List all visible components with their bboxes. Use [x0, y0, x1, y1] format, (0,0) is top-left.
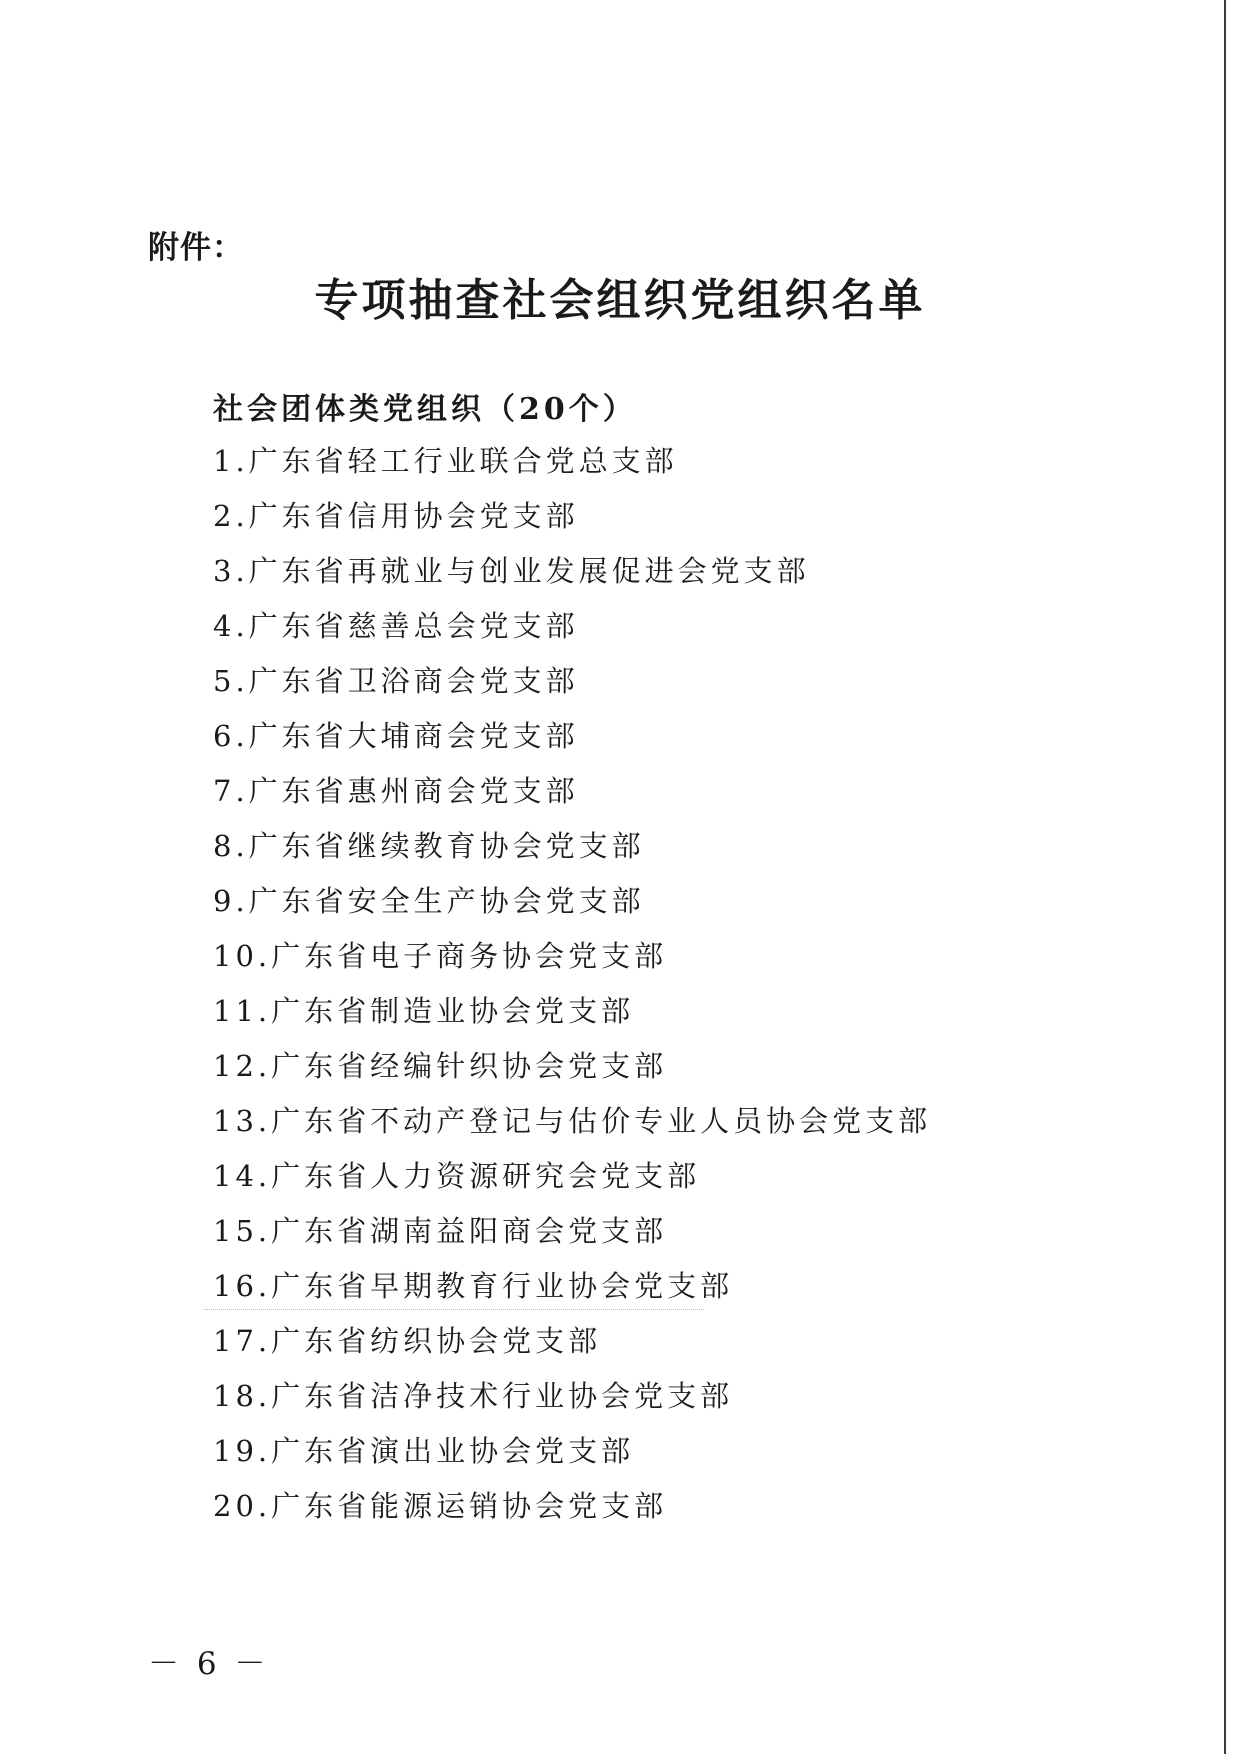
- scan-artifact-line: [204, 1309, 704, 1310]
- attachment-label: 附件：: [148, 230, 244, 266]
- document-title: 专项抽查社会组织党组织名单: [314, 275, 926, 326]
- list-item: 7.广东省惠州商会党支部: [213, 774, 579, 808]
- list-item: 19.广东省演出业协会党支部: [213, 1434, 635, 1468]
- list-item: 9.广东省安全生产协会党支部: [213, 884, 645, 918]
- list-item: 10.广东省电子商务协会党支部: [213, 939, 668, 973]
- list-item: 15.广东省湖南益阳商会党支部: [213, 1214, 668, 1248]
- list-item: 18.广东省洁净技术行业协会党支部: [213, 1379, 734, 1413]
- list-item: 6.广东省大埔商会党支部: [213, 719, 579, 753]
- list-item: 16.广东省早期教育行业协会党支部: [213, 1269, 734, 1303]
- list-item: 20.广东省能源运销协会党支部: [213, 1489, 668, 1523]
- section-heading: 社会团体类党组织（20个）: [213, 392, 637, 427]
- list-item: 1.广东省轻工行业联合党总支部: [213, 444, 678, 478]
- organization-list: [213, 434, 931, 1534]
- list-item: 12.广东省经编针织协会党支部: [213, 1049, 668, 1083]
- page-number: － 6 －: [148, 1646, 270, 1682]
- list-item: 11.广东省制造业协会党支部: [213, 994, 635, 1028]
- list-item: 3.广东省再就业与创业发展促进会党支部: [213, 554, 810, 588]
- list-item: 17.广东省纺织协会党支部: [213, 1324, 602, 1358]
- list-item: 5.广东省卫浴商会党支部: [213, 664, 579, 698]
- list-item: 2.广东省信用协会党支部: [213, 499, 579, 533]
- list-item: 13.广东省不动产登记与估价专业人员协会党支部: [213, 1104, 932, 1138]
- list-item: 8.广东省继续教育协会党支部: [213, 829, 645, 863]
- list-item: 14.广东省人力资源研究会党支部: [213, 1159, 701, 1193]
- list-item: 4.广东省慈善总会党支部: [213, 609, 579, 643]
